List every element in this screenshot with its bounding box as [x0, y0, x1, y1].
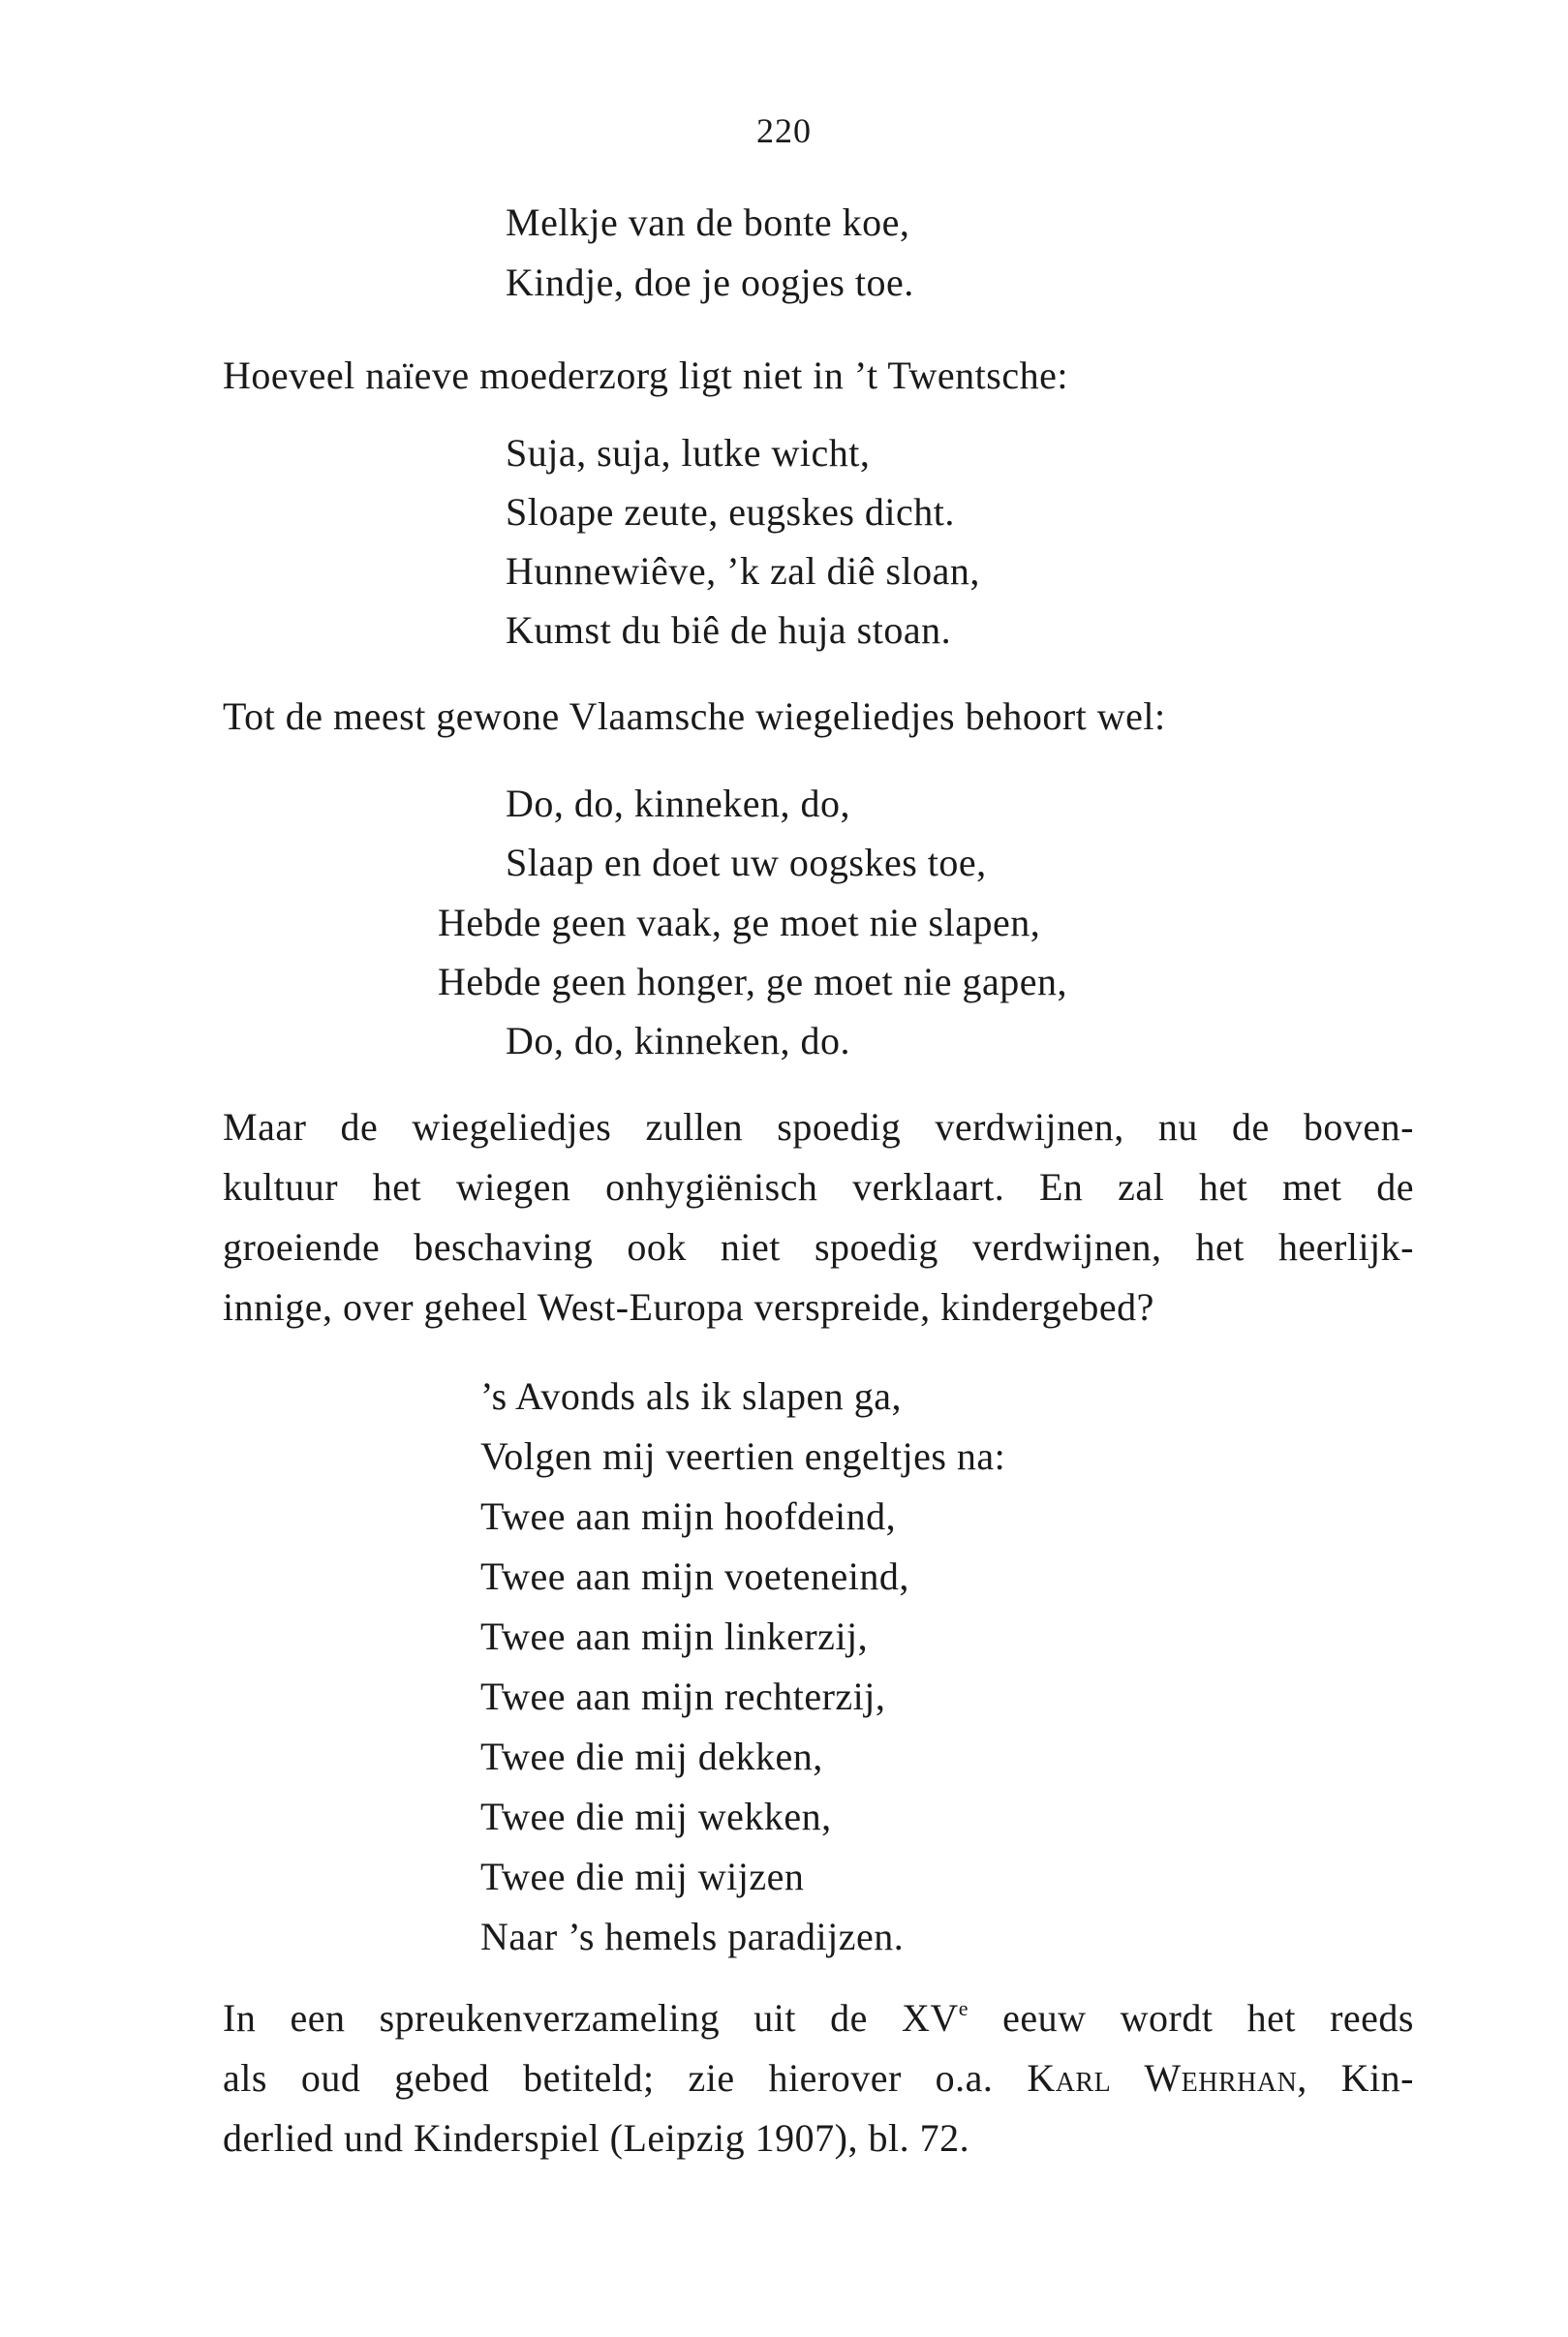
verse-line: Hebde geen honger, ge moet nie gapen,	[438, 960, 1067, 1003]
author-name: Karl Wehrhan	[1027, 2056, 1298, 2100]
verse-line: Slaap en doet uw oogskes toe,	[506, 841, 987, 884]
verse-line: Twee aan mijn voeteneind,	[480, 1554, 909, 1598]
verse-line: Twee die mij dekken,	[480, 1735, 823, 1778]
text-run: In een spreukenverzameling uit de XV	[223, 1996, 959, 2040]
verse-line: Sloape zeute, eugskes dicht.	[506, 490, 955, 534]
footnote-paragraph	[223, 1995, 1414, 2175]
verse-line: Do, do, kinneken, do.	[506, 1019, 851, 1062]
paragraph-line: innige, over geheel West-Europa verspreide, kindergebed?	[223, 1285, 1154, 1329]
paragraph-line: Maar de wiegeliedjes zullen spoedig verdwijnen, nu de boven-	[223, 1105, 1414, 1149]
verse-line: Twee aan mijn rechterzij,	[480, 1675, 886, 1718]
verse-line: Hebde geen vaak, ge moet nie slapen,	[438, 901, 1041, 944]
verse-line: Suja, suja, lutke wicht,	[506, 431, 871, 475]
text-run: , Kin-	[1297, 2056, 1414, 2100]
verse-line: Twee aan mijn linkerzij,	[480, 1614, 869, 1658]
verse-line: Naar ’s hemels paradijzen.	[480, 1915, 905, 1958]
verse-line: Kumst du biê de huja stoan.	[506, 608, 952, 652]
verse-line: Twee die mij wijzen	[480, 1855, 805, 1898]
paragraph-line: Hoeveel naïeve moederzorg ligt niet in ’t Twentsche:	[223, 354, 1068, 397]
paragraph-line: derlied und Kinderspiel (Leipzig 1907), bl. 72.	[223, 2116, 970, 2160]
superscript: e	[958, 1996, 969, 2020]
verse-line: Kindje, doe je oogjes toe.	[506, 261, 914, 304]
text-run: als oud gebed betiteld; zie hierover o.a.	[223, 2056, 1028, 2100]
verse-line: Hunnewiêve, ’k zal diê sloan,	[506, 549, 980, 593]
verse-line: Volgen mij veertien engeltjes na:	[480, 1434, 1006, 1478]
paragraph-line	[223, 1995, 1414, 2055]
verse-line: Melkje van de bonte koe,	[506, 200, 910, 244]
paragraph-line: Tot de meest gewone Vlaamsche wiegeliedjes behoort wel:	[223, 694, 1166, 738]
page-number: 220	[756, 111, 812, 150]
paragraph-line: groeiende beschaving ook niet spoedig verdwijnen, het heerlijk-	[223, 1225, 1414, 1269]
paragraph-line: kultuur het wiegen onhygiënisch verklaart. En zal het met de	[223, 1165, 1414, 1209]
verse-line: ’s Avonds als ik slapen ga,	[480, 1374, 902, 1418]
verse-line: Twee die mij wekken,	[480, 1795, 832, 1838]
verse-line: Twee aan mijn hoofdeind,	[480, 1494, 897, 1538]
text-run: eeuw wordt het reeds	[968, 1996, 1414, 2040]
verse-line: Do, do, kinneken, do,	[506, 782, 851, 825]
paragraph	[223, 1104, 1414, 1344]
paragraph-line	[223, 2055, 1414, 2115]
